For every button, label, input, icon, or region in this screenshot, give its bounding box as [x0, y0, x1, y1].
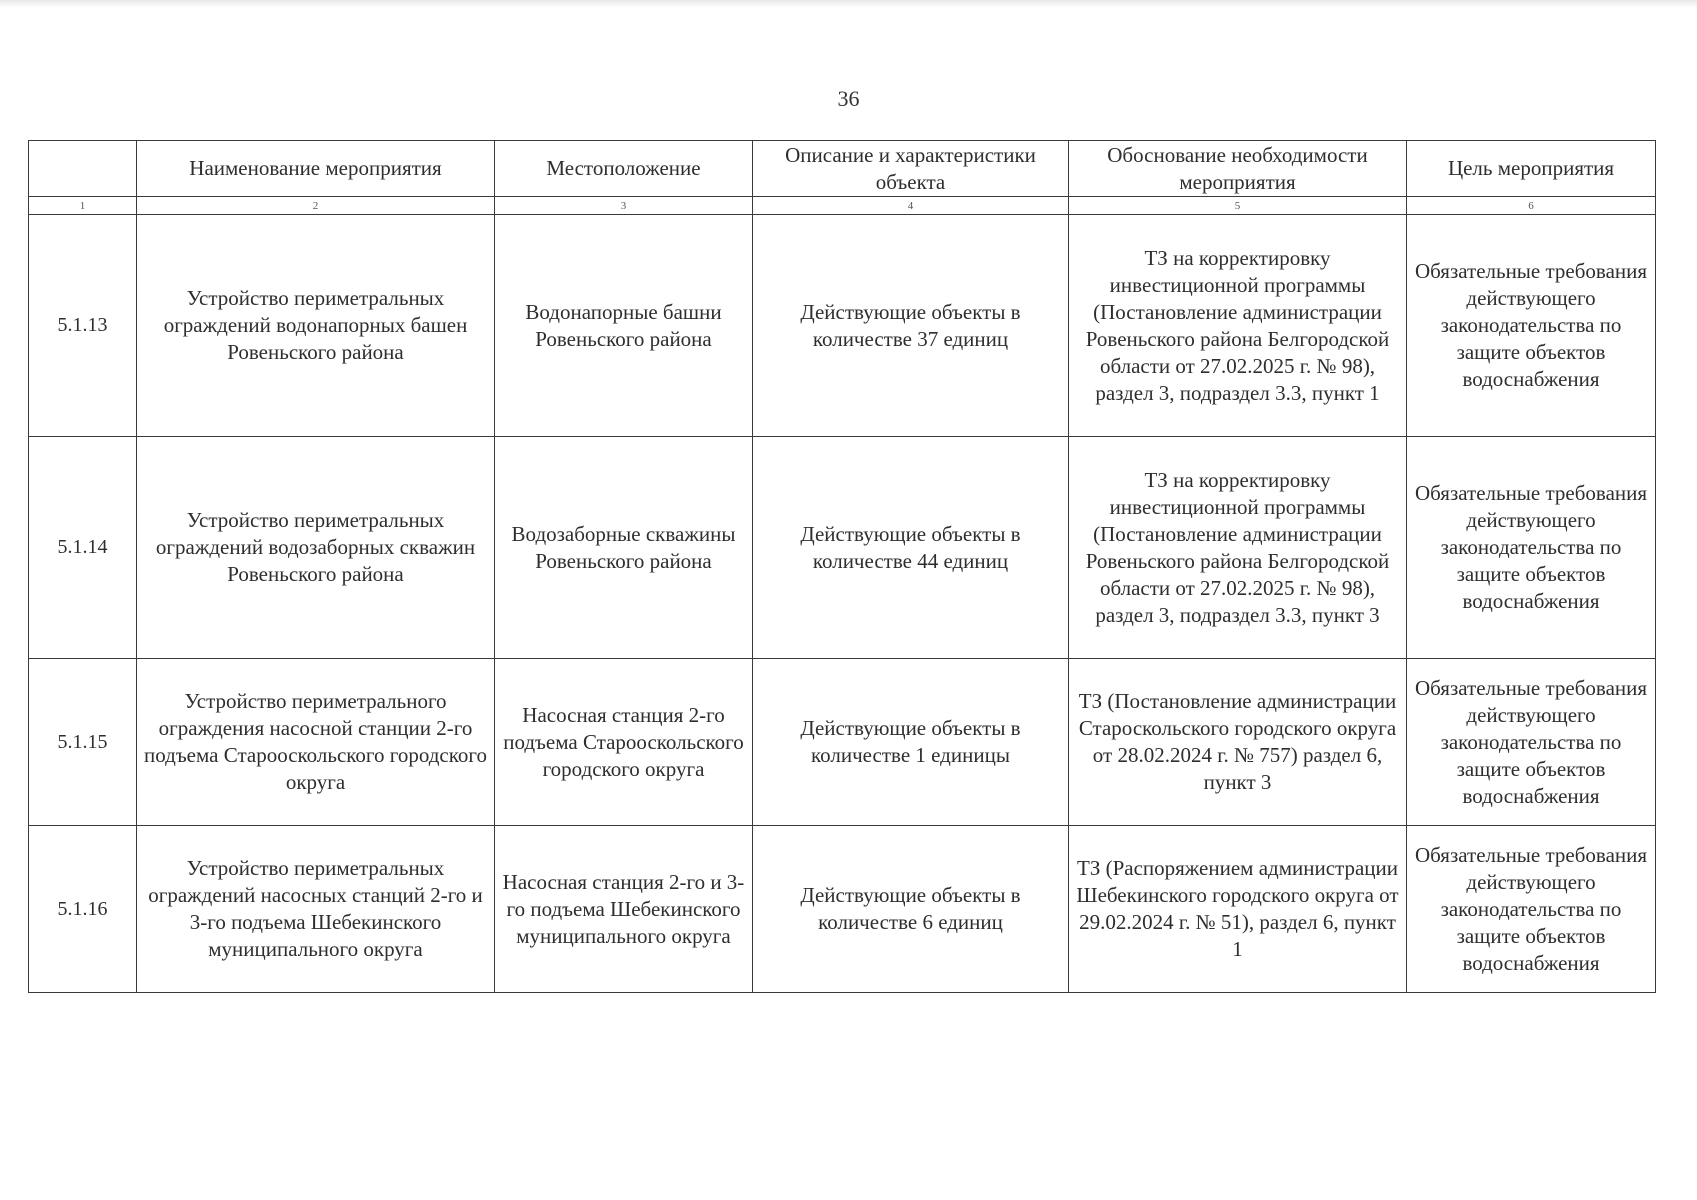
- row-goal: Обязательные требования действующего законодательства по защите объектов водоснабжения: [1407, 659, 1656, 826]
- row-name: Устройство периметрального ограждения насосной станции 2-го подъема Старооскольского городского округа: [137, 659, 495, 826]
- measures-table: [28, 140, 1656, 993]
- header-description: Описание и характеристики объекта: [753, 141, 1069, 197]
- row-name: Устройство периметральных ограждений насосных станций 2-го и 3-го подъема Шебекинского муниципального округа: [137, 826, 495, 993]
- row-description: Действующие объекты в количестве 6 единиц: [753, 826, 1069, 993]
- header-name: Наименование мероприятия: [137, 141, 495, 197]
- column-number: 4: [753, 197, 1069, 215]
- row-description: Действующие объекты в количестве 1 единицы: [753, 659, 1069, 826]
- row-goal: Обязательные требования действующего законодательства по защите объектов водоснабжения: [1407, 826, 1656, 993]
- row-number: 5.1.13: [29, 215, 137, 437]
- column-number-row: [29, 197, 1656, 215]
- row-number: 5.1.16: [29, 826, 137, 993]
- row-goal: Обязательные требования действующего законодательства по защите объектов водоснабжения: [1407, 437, 1656, 659]
- header-goal: Цель мероприятия: [1407, 141, 1656, 197]
- row-justification: ТЗ (Распоряжением администрации Шебекинского городского округа от 29.02.2024 г. № 51), раздел 6, пункт 1: [1069, 826, 1407, 993]
- row-goal: Обязательные требования действующего законодательства по защите объектов водоснабжения: [1407, 215, 1656, 437]
- row-justification: ТЗ на корректировку инвестиционной программы (Постановление администрации Ровеньского района Белгородской области от 27.02.2025 г. № 98), раздел 3, подраздел 3.3, пункт 3: [1069, 437, 1407, 659]
- table-row: [29, 659, 1656, 826]
- row-name: Устройство периметральных ограждений водозаборных скважин Ровеньского района: [137, 437, 495, 659]
- header-location: Местоположение: [495, 141, 753, 197]
- row-description: Действующие объекты в количестве 44 единиц: [753, 437, 1069, 659]
- page-number: 36: [837, 86, 860, 111]
- column-number: 1: [29, 197, 137, 215]
- row-justification: ТЗ (Постановление администрации Староскольского городского округа от 28.02.2024 г. № 757) раздел 6, пункт 3: [1069, 659, 1407, 826]
- row-number: 5.1.14: [29, 437, 137, 659]
- column-number: 5: [1069, 197, 1407, 215]
- row-location: Водонапорные башни Ровеньского района: [495, 215, 753, 437]
- table-row: [29, 215, 1656, 437]
- row-description: Действующие объекты в количестве 37 единиц: [753, 215, 1069, 437]
- row-location: Насосная станция 2-го и 3-го подъема Шебекинского муниципального округа: [495, 826, 753, 993]
- table-row: [29, 437, 1656, 659]
- column-number: 3: [495, 197, 753, 215]
- column-number: 6: [1407, 197, 1656, 215]
- row-location: Водозаборные скважины Ровеньского района: [495, 437, 753, 659]
- table-header-row: [29, 141, 1656, 197]
- header-number: [29, 141, 137, 197]
- row-name: Устройство периметральных ограждений водонапорных башен Ровеньского района: [137, 215, 495, 437]
- row-justification: ТЗ на корректировку инвестиционной программы (Постановление администрации Ровеньского района Белгородской области от 27.02.2025 г. № 98), раздел 3, подраздел 3.3, пункт 1: [1069, 215, 1407, 437]
- row-location: Насосная станция 2-го подъема Старооскольского городского округа: [495, 659, 753, 826]
- table-row: [29, 826, 1656, 993]
- column-number: 2: [137, 197, 495, 215]
- row-number: 5.1.15: [29, 659, 137, 826]
- scan-edge-shadow: [0, 0, 1697, 8]
- header-justification: Обоснование необходимости мероприятия: [1069, 141, 1407, 197]
